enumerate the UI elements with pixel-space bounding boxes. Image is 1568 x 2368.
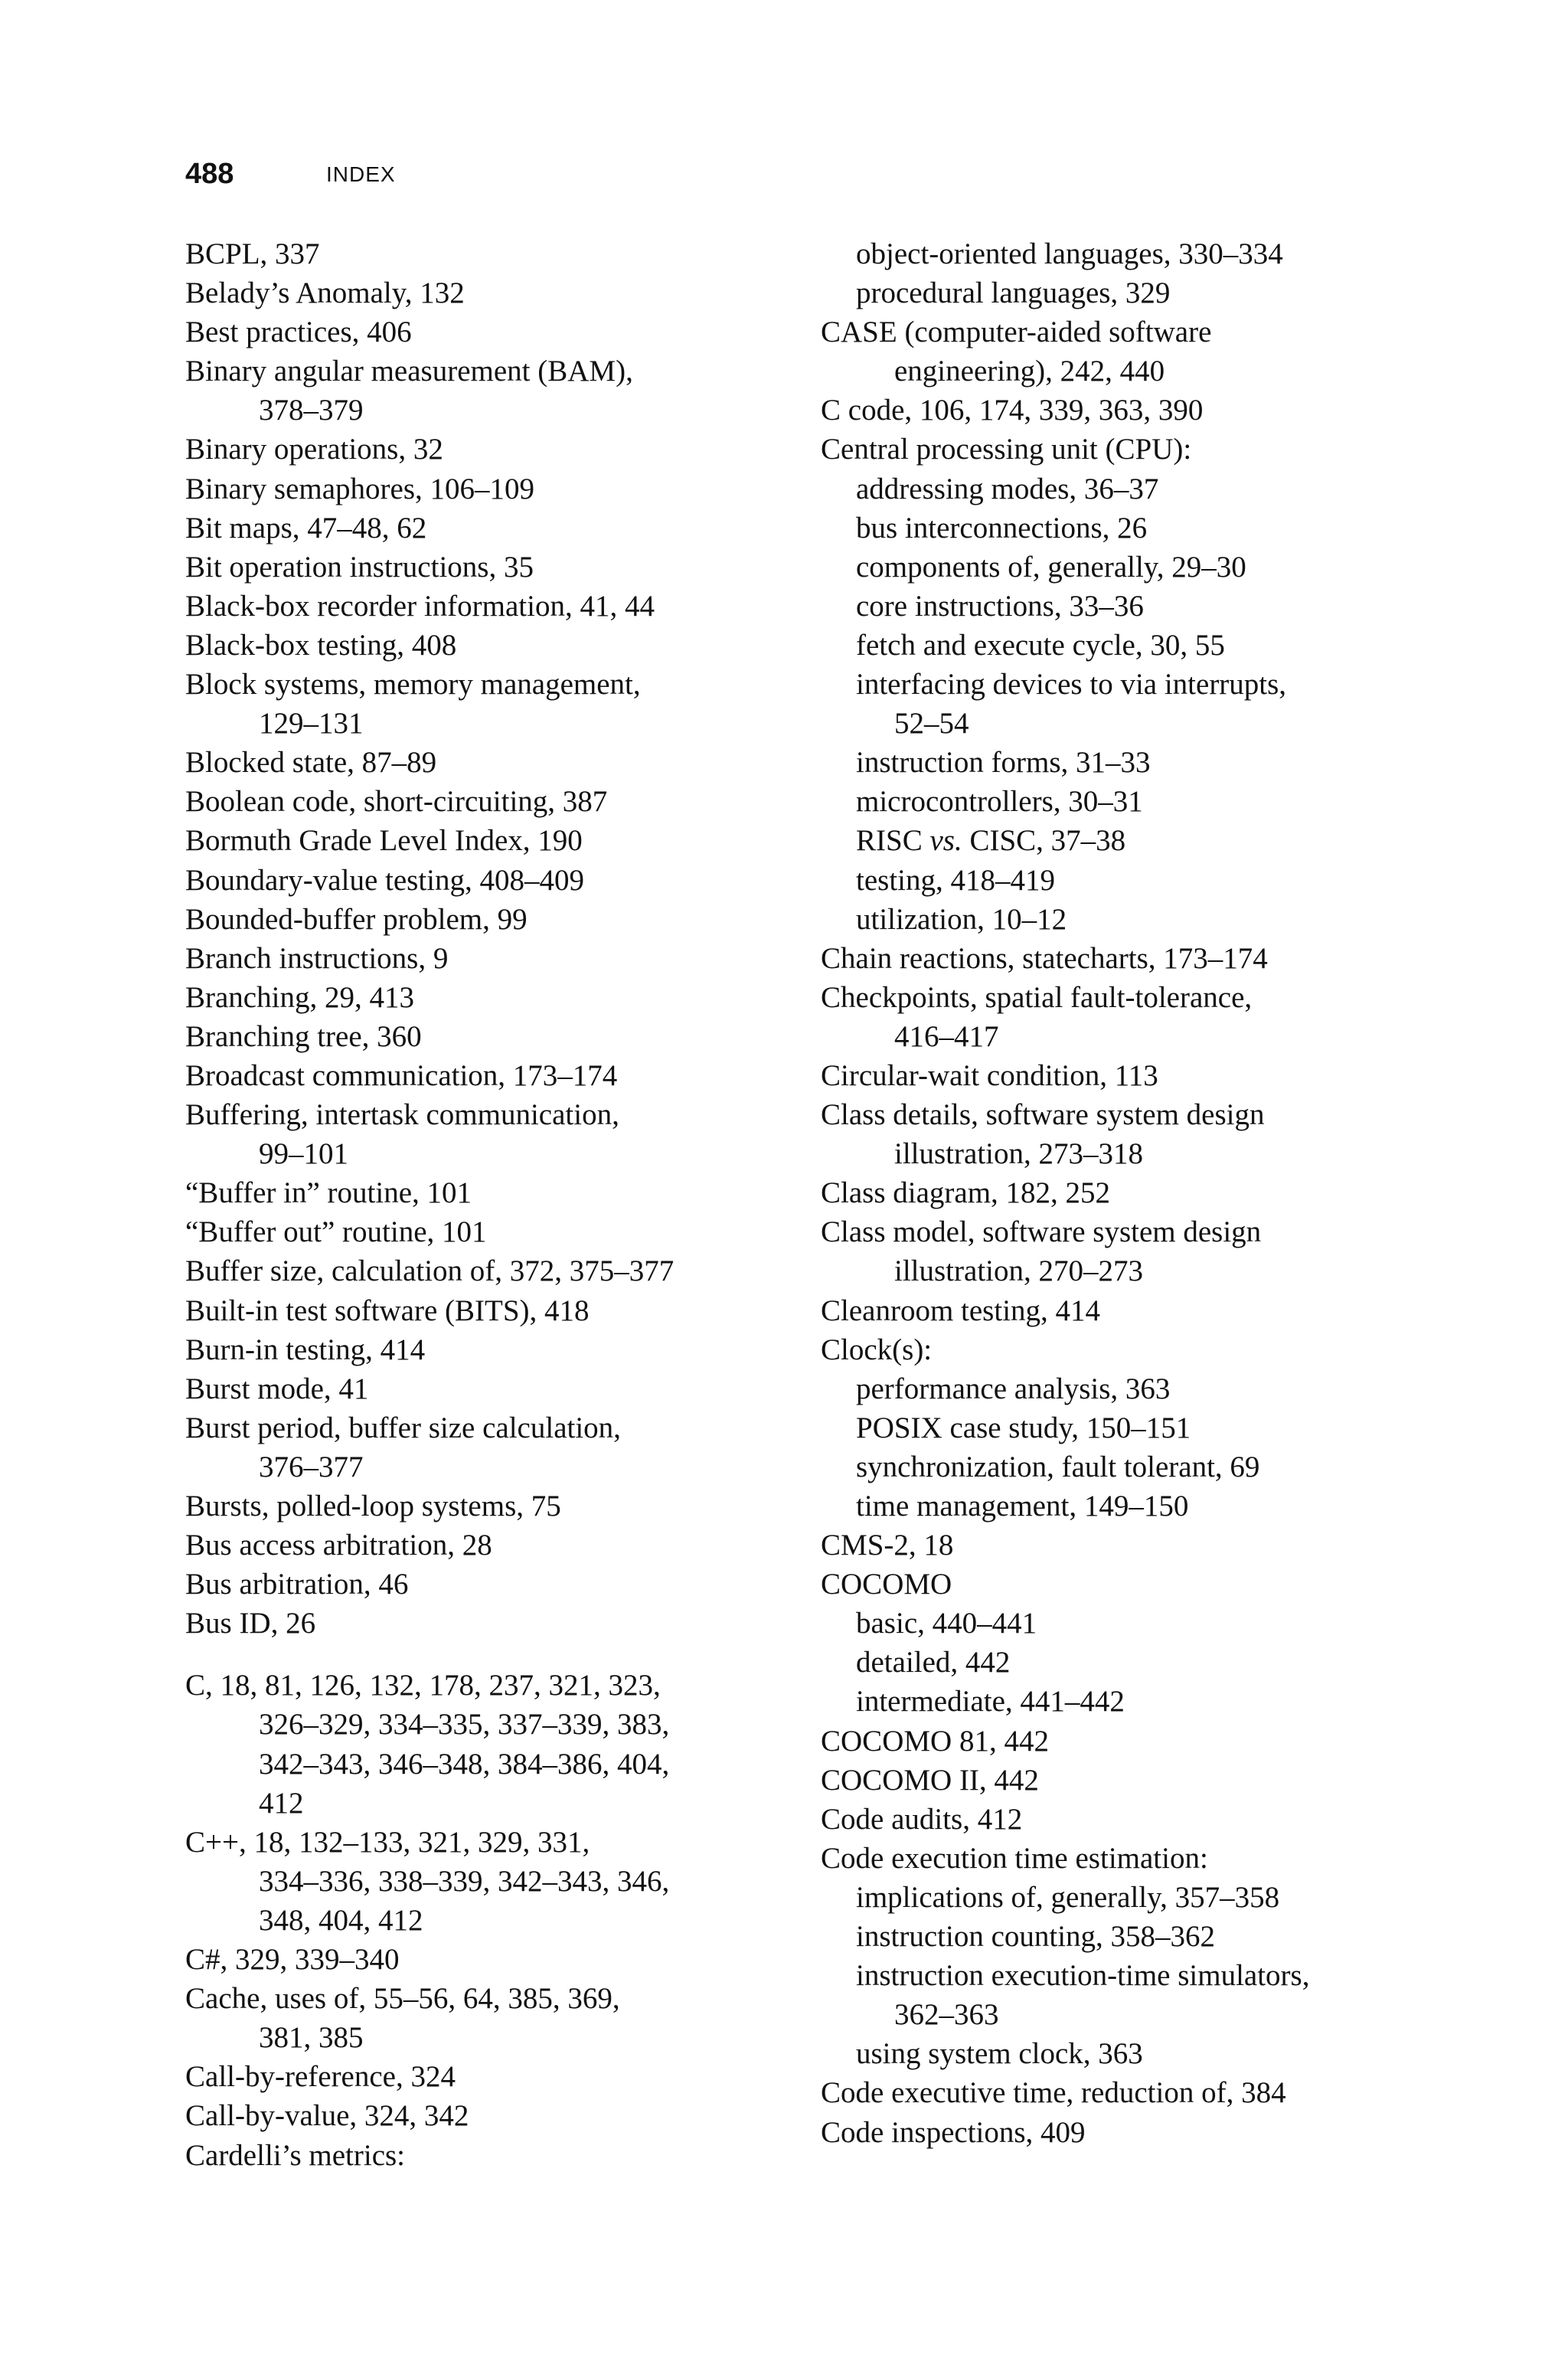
- index-entry: Belady’s Anomaly, 132: [185, 276, 465, 310]
- index-entry: Bormuth Grade Level Index, 190: [185, 824, 583, 858]
- index-column-left: [185, 234, 767, 2175]
- index-entry: Clock(s):: [821, 1333, 933, 1366]
- index-entry: “Buffer in” routine, 101: [185, 1176, 472, 1210]
- index-entry: Best practices, 406: [185, 316, 412, 349]
- index-subentry: POSIX case study, 150–151: [856, 1411, 1191, 1444]
- index-subentry: microcontrollers, 30–31: [856, 785, 1143, 819]
- index-subentry: instruction counting, 358–362: [856, 1920, 1216, 1954]
- index-entry: Boolean code, short-circuiting, 387: [185, 785, 608, 819]
- index-entry: 348, 404, 412: [259, 1903, 423, 1937]
- index-subentry: components of, generally, 29–30: [856, 550, 1246, 584]
- index-subentry: synchronization, fault tolerant, 69: [856, 1450, 1260, 1483]
- index-entry: Code inspections, 409: [821, 2115, 1086, 2149]
- index-entry: C++, 18, 132–133, 321, 329, 331,: [185, 1825, 590, 1859]
- index-entry: Bursts, polled-loop systems, 75: [185, 1490, 561, 1523]
- index-entry: Black-box testing, 408: [185, 628, 457, 662]
- index-subentry: bus interconnections, 26: [856, 511, 1148, 545]
- index-subentry: using system clock, 363: [856, 2037, 1143, 2071]
- index-entry: Burst period, buffer size calculation,: [185, 1411, 621, 1444]
- index-entry: 376–377: [259, 1450, 364, 1483]
- index-entry: 334–336, 338–339, 342–343, 346,: [259, 1864, 670, 1898]
- index-entry: Block systems, memory management,: [185, 668, 641, 702]
- index-subentry: detailed, 442: [856, 1646, 1011, 1680]
- index-entry: Call-by-value, 324, 342: [185, 2099, 469, 2133]
- index-subentry: time management, 149–150: [856, 1490, 1189, 1523]
- index-entry: Boundary-value testing, 408–409: [185, 863, 584, 897]
- index-entry: Black-box recorder information, 41, 44: [185, 589, 655, 623]
- index-entry: C#, 329, 339–340: [185, 1943, 400, 1977]
- index-entry: Central processing unit (CPU):: [821, 433, 1192, 466]
- index-subentry: interfacing devices to via interrupts,: [856, 668, 1287, 702]
- index-entry: Call-by-reference, 324: [185, 2060, 456, 2094]
- index-entry: C code, 106, 174, 339, 363, 390: [821, 394, 1204, 427]
- index-column-right: [821, 234, 1403, 2152]
- index-entry: Code executive time, reduction of, 384: [821, 2076, 1286, 2110]
- index-entry: Cardelli’s metrics:: [185, 2138, 406, 2172]
- index-entry: “Buffer out” routine, 101: [185, 1215, 487, 1249]
- index-entry: Branch instructions, 9: [185, 941, 449, 975]
- index-subentry: 362–363: [894, 1998, 999, 2032]
- index-entry: Branching, 29, 413: [185, 980, 414, 1014]
- index-subentry: object-oriented languages, 330–334: [856, 237, 1283, 270]
- index-subentry: performance analysis, 363: [856, 1372, 1171, 1405]
- index-entry: C, 18, 81, 126, 132, 178, 237, 321, 323,: [185, 1669, 661, 1702]
- index-entry: illustration, 273–318: [894, 1137, 1143, 1171]
- index-subentry: procedural languages, 329: [856, 276, 1171, 310]
- index-entry: 326–329, 334–335, 337–339, 383,: [259, 1708, 670, 1742]
- index-subentry: utilization, 10–12: [856, 902, 1067, 936]
- index-subentry: intermediate, 441–442: [856, 1685, 1125, 1719]
- index-entry: Class details, software system design: [821, 1098, 1265, 1132]
- index-entry: COCOMO II, 442: [821, 1763, 1039, 1797]
- index-entry: COCOMO: [821, 1568, 952, 1601]
- index-subentry: addressing modes, 36–37: [856, 472, 1159, 505]
- index-subentry: core instructions, 33–36: [856, 589, 1144, 623]
- index-entry: Burn-in testing, 414: [185, 1333, 426, 1366]
- index-entry: Buffering, intertask communication,: [185, 1098, 619, 1132]
- index-entry: BCPL, 337: [185, 237, 320, 270]
- index-entry: Cache, uses of, 55–56, 64, 385, 369,: [185, 1982, 620, 2016]
- index-subentry: 52–54: [894, 707, 969, 741]
- index-entry: Bus access arbitration, 28: [185, 1529, 492, 1562]
- index-entry: CASE (computer-aided software: [821, 316, 1212, 349]
- index-entry: Binary angular measurement (BAM),: [185, 355, 633, 388]
- index-entry: Circular-wait condition, 113: [821, 1058, 1158, 1092]
- index-entry: Cleanroom testing, 414: [821, 1294, 1101, 1327]
- running-head: INDEX: [326, 162, 396, 186]
- index-entry: Built-in test software (BITS), 418: [185, 1294, 590, 1327]
- index-entry: Bus arbitration, 46: [185, 1568, 409, 1601]
- index-entry: Binary semaphores, 106–109: [185, 472, 535, 505]
- index-entry: 416–417: [894, 1019, 999, 1053]
- index-entry: 99–101: [259, 1137, 348, 1171]
- index-subentry: fetch and execute cycle, 30, 55: [856, 628, 1225, 662]
- index-entry: Code execution time estimation:: [821, 1841, 1208, 1875]
- index-entry: 381, 385: [259, 2021, 364, 2055]
- page-header: [185, 150, 1380, 196]
- section-gap: [185, 1643, 767, 1666]
- index-entry: 378–379: [259, 394, 364, 427]
- index-entry: engineering), 242, 440: [894, 355, 1165, 388]
- index-entry: Burst mode, 41: [185, 1372, 369, 1405]
- index-subentry: instruction execution-time simulators,: [856, 1959, 1310, 1993]
- index-entry: Buffer size, calculation of, 372, 375–377: [185, 1254, 675, 1288]
- index-entry: Bit maps, 47–48, 62: [185, 511, 427, 545]
- index-entry: 129–131: [259, 707, 364, 741]
- index-entry: Branching tree, 360: [185, 1019, 422, 1053]
- index-entry: Blocked state, 87–89: [185, 746, 437, 780]
- index-subentry: implications of, generally, 357–358: [856, 1880, 1280, 1914]
- index-entry: CMS-2, 18: [821, 1529, 954, 1562]
- index-entry: Checkpoints, spatial fault-tolerance,: [821, 980, 1253, 1014]
- index-entry: 412: [259, 1786, 304, 1820]
- index-entry: Bounded-buffer problem, 99: [185, 902, 528, 936]
- index-subentry: testing, 418–419: [856, 863, 1055, 897]
- index-subentry: instruction forms, 31–33: [856, 746, 1151, 780]
- index-entry: illustration, 270–273: [894, 1254, 1143, 1288]
- index-entry: Chain reactions, statecharts, 173–174: [821, 941, 1268, 975]
- index-entry: Broadcast communication, 173–174: [185, 1058, 618, 1092]
- index-entry: Bit operation instructions, 35: [185, 550, 534, 584]
- index-entry: 342–343, 346–348, 384–386, 404,: [259, 1747, 670, 1781]
- index-subentry: basic, 440–441: [856, 1607, 1037, 1640]
- index-entry: Class model, software system design: [821, 1215, 1262, 1249]
- index-entry: Binary operations, 32: [185, 433, 443, 466]
- index-entry: Bus ID, 26: [185, 1607, 316, 1640]
- index-subentry: RISC vs. CISC, 37–38: [856, 824, 1126, 858]
- index-entry: COCOMO 81, 442: [821, 1724, 1049, 1758]
- index-entry: Class diagram, 182, 252: [821, 1176, 1111, 1210]
- index-entry: Code audits, 412: [821, 1802, 1023, 1836]
- page-number: 488: [185, 158, 234, 190]
